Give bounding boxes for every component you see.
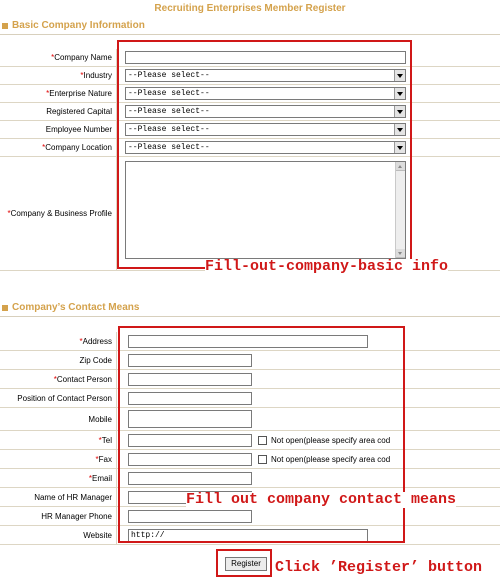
chevron-down-icon	[394, 88, 405, 99]
contact-person-input[interactable]	[128, 373, 252, 386]
annotation-contact-means: Fill out company contact means	[186, 491, 457, 508]
row-address: * Address	[0, 332, 500, 351]
fax-not-open-checkbox[interactable]	[258, 455, 267, 464]
row-mobile	[0, 408, 500, 431]
chevron-down-icon	[394, 70, 405, 81]
company-location-label: Company Location	[45, 143, 112, 152]
contact-person-label: Contact Person	[56, 374, 112, 384]
section-bullet-icon	[2, 23, 8, 29]
email-input[interactable]	[128, 472, 252, 485]
enterprise-nature-select[interactable]: --Please select--	[125, 87, 406, 100]
company-location-select[interactable]: --Please select--	[125, 141, 406, 154]
contact-position-label: Position of Contact Person	[17, 393, 112, 403]
tel-input[interactable]	[128, 434, 252, 447]
tel-label: Tel	[101, 435, 112, 445]
annotation-basic-info: Fill-out-company-basic info	[205, 258, 449, 275]
email-label: Email	[91, 473, 112, 483]
employee-number-label: Employee Number	[45, 125, 112, 134]
industry-label: Industry	[83, 71, 112, 80]
employee-number-select[interactable]: --Please select--	[125, 123, 406, 136]
row-fax: * Fax Not open(please specify area cod	[0, 450, 500, 469]
mobile-label: Mobile	[88, 414, 112, 424]
row-email: * Email	[0, 469, 500, 488]
zip-code-label: Zip Code	[79, 355, 112, 365]
row-company-location: * Company Location --Please select--	[0, 139, 500, 157]
register-button[interactable]: Register	[225, 557, 267, 571]
row-registered-capital	[0, 103, 500, 121]
mobile-input[interactable]	[128, 410, 252, 428]
row-hr-manager-phone	[0, 507, 500, 526]
hr-manager-phone-label: HR Manager Phone	[41, 511, 112, 521]
registered-capital-select[interactable]: --Please select--	[125, 105, 406, 118]
page-title: Recruiting Enterprises Member Register	[154, 3, 346, 14]
website-label: Website	[83, 530, 112, 540]
chevron-down-icon	[394, 106, 405, 117]
chevron-down-icon	[394, 124, 405, 135]
scroll-up-icon[interactable]	[396, 162, 405, 171]
address-input[interactable]	[128, 335, 368, 348]
tel-not-open-label: Not open(please specify area cod	[271, 436, 391, 445]
section-bullet-icon	[2, 305, 8, 311]
section-basic-info-title: Basic Company Information	[12, 20, 145, 31]
company-name-input[interactable]	[125, 51, 406, 64]
scroll-down-icon[interactable]	[396, 249, 405, 258]
company-name-label: Company Name	[54, 53, 112, 62]
row-contact-position	[0, 389, 500, 408]
contact-position-input[interactable]	[128, 392, 252, 405]
company-profile-textarea[interactable]	[125, 161, 406, 259]
row-tel: * Tel Not open(please specify area cod	[0, 431, 500, 450]
hr-manager-name-label: Name of HR Manager	[34, 492, 112, 502]
zip-code-input[interactable]	[128, 354, 252, 367]
row-contact-person: * Contact Person	[0, 370, 500, 389]
website-input[interactable]: http://	[128, 529, 368, 542]
company-profile-label: Company & Business Profile	[10, 209, 112, 218]
row-employee-number	[0, 121, 500, 139]
industry-select[interactable]: --Please select--	[125, 69, 406, 82]
row-company-profile: * Company & Business Profile	[0, 157, 500, 271]
enterprise-nature-label: Enterprise Nature	[49, 89, 112, 98]
address-label: Address	[82, 336, 112, 346]
hr-manager-phone-input[interactable]	[128, 510, 252, 523]
fax-label: Fax	[98, 454, 112, 464]
section-basic-info-header	[0, 19, 500, 33]
section-contact-header	[0, 301, 500, 315]
section-contact-title: Company’s Contact Means	[12, 302, 140, 313]
scrollbar[interactable]	[395, 162, 405, 258]
chevron-down-icon	[394, 142, 405, 153]
tel-not-open-checkbox[interactable]	[258, 436, 267, 445]
registered-capital-label: Registered Capital	[46, 107, 112, 116]
row-company-name: * Company Name	[0, 49, 500, 67]
row-enterprise-nature: * Enterprise Nature --Please select--	[0, 85, 500, 103]
annotation-register: Click ’Register’ button	[275, 559, 483, 576]
row-zip-code	[0, 351, 500, 370]
row-industry: * Industry --Please select--	[0, 67, 500, 85]
fax-input[interactable]	[128, 453, 252, 466]
row-website	[0, 526, 500, 545]
fax-not-open-label: Not open(please specify area cod	[271, 455, 391, 464]
